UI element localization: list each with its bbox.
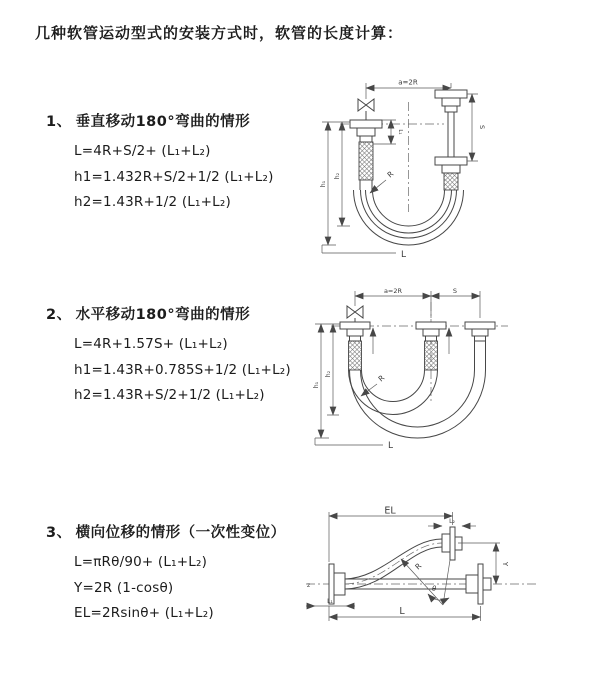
section-3-number: 3、 — [46, 525, 72, 541]
hose-u-bend-position1 — [349, 370, 438, 415]
right-flange-fitting — [465, 322, 495, 341]
section-1-number: 1、 — [46, 114, 72, 130]
section-1-heading — [46, 112, 318, 132]
d3-dim-l2-label: L₂ — [449, 518, 455, 525]
section-2-number: 2、 — [46, 307, 72, 323]
d2-label-r: R — [376, 373, 387, 384]
page-title: 几种软管运动型式的安装方式时，软管的长度计算： — [35, 24, 404, 42]
d2-dim-h2-label: h₂ — [325, 370, 332, 378]
d3-dim-el-label: EL — [384, 505, 396, 517]
d1-dim-s-label: S — [478, 124, 486, 130]
d3-dim-l-label: L — [399, 606, 405, 617]
braided-hose-section-right — [444, 173, 458, 190]
d3-dim-l1-label: L₁ — [327, 598, 333, 605]
section-3 — [46, 523, 318, 627]
section-3-heading-text: 横向位移的情形（一次性变位） — [75, 525, 286, 541]
formula-y: Y=2R (1-cosθ) — [74, 579, 174, 596]
d3-label-r: R — [413, 561, 424, 572]
braided-hose-section-left — [359, 142, 373, 180]
section-3-heading — [46, 523, 318, 543]
d3-dim-y-label: Y — [501, 561, 509, 567]
formula-l: L=4R+1.57S+ (L₁+L₂) — [74, 336, 228, 352]
formula-el: EL=2Rsinθ+ (L₁+L₂) — [74, 605, 214, 621]
d2-dim-s-label: S — [452, 287, 458, 295]
right-flange-fitting — [466, 564, 491, 604]
angle-arc — [428, 594, 449, 600]
d2-dim-h1-label: h₁ — [313, 381, 320, 389]
formula-h1: h1=1.432R+S/2+1/2 (L₁+L₂) — [74, 168, 274, 185]
formula-h2: h2=1.43R+S/2+1/2 (L₁+L₂) — [74, 387, 265, 403]
section-3-formulas — [74, 550, 318, 627]
d1-dim-l1-label: L₁ — [397, 129, 403, 135]
right-flange-fitting-upper — [435, 90, 467, 112]
braided-hose-section-left — [349, 341, 362, 370]
d1-dim-a2r-label: a=2R — [398, 78, 418, 87]
section-1-heading-text: 垂直移动180°弯曲的情形 — [75, 114, 251, 130]
section-2 — [46, 305, 318, 409]
formula-l: L=πRθ/90+ (L₁+L₂) — [74, 554, 208, 570]
d3-label-theta: θ — [432, 585, 437, 593]
d3-centerline-z-mark: z — [307, 582, 311, 589]
section-1-formulas — [74, 139, 318, 216]
formula-l: L=4R+S/2+ (L₁+L₂) — [74, 143, 211, 159]
radius-line — [401, 559, 443, 605]
diagram-horizontal-180-bend — [303, 282, 595, 468]
section-2-formulas — [74, 332, 318, 409]
section-1 — [46, 112, 318, 216]
hose-u-bend-position2 — [350, 370, 486, 438]
d1-label-r: R — [385, 169, 396, 180]
section-2-heading — [46, 305, 318, 325]
left-flange-fitting — [350, 120, 382, 142]
formula-h2: h2=1.43R+1/2 (L₁+L₂) — [74, 194, 231, 210]
valve-icon — [347, 306, 363, 318]
left-flange-fitting — [340, 322, 370, 341]
diagram-lateral-displacement — [298, 502, 600, 652]
diagram-vertical-180-bend — [306, 72, 586, 270]
d1-dim-h2-label: h₂ — [334, 172, 341, 180]
d2-label-l: L — [388, 441, 394, 451]
d1-dim-h1-label: h₁ — [320, 180, 327, 188]
valve-icon — [358, 99, 374, 111]
d2-dim-a2r-label: a=2R — [383, 287, 403, 295]
section-2-heading-text: 水平移动180°弯曲的情形 — [75, 307, 251, 323]
hose-u-bend — [354, 190, 464, 245]
upper-flange-fitting — [442, 527, 462, 560]
middle-flange-fitting — [416, 322, 446, 341]
braided-hose-section-middle — [425, 341, 438, 370]
formula-h1: h1=1.43R+0.785S+1/2 (L₁+L₂) — [74, 361, 291, 378]
right-flange-fitting-lower — [435, 157, 467, 173]
d1-label-l: L — [401, 250, 407, 260]
